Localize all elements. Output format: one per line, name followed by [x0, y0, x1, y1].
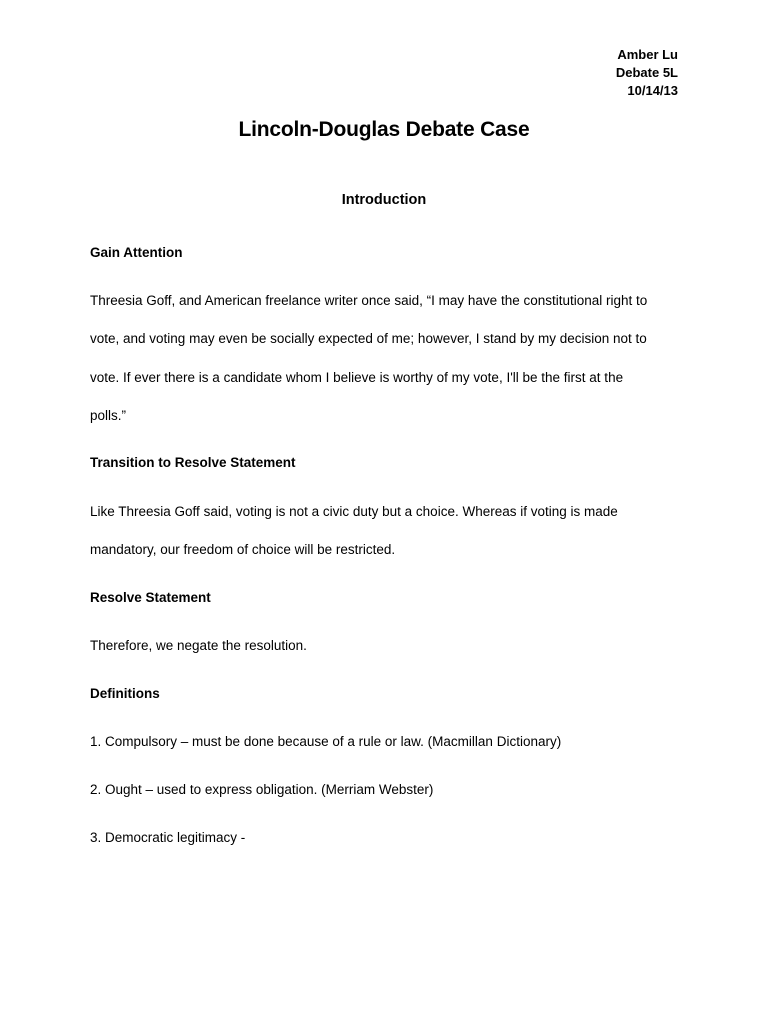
definition-item: 2. Ought – used to express obligation. (Merriam Webster): [90, 782, 434, 797]
definition-item: 3. Democratic legitimacy -: [90, 830, 246, 845]
paragraph-resolve-statement: Therefore, we negate the resolution.: [90, 638, 307, 653]
section-title-introduction: Introduction: [341, 192, 427, 208]
paragraph-gain-attention: [90, 282, 688, 435]
definition-item: 1. Compulsory – must be done because of a rule or law. (Macmillan Dictionary): [90, 734, 562, 749]
paragraph-line: polls.”: [90, 407, 127, 423]
class-name: Debate 5L: [615, 65, 678, 80]
paragraph-line: vote, and voting may even be socially expected of me; however, I stand by my decision not to: [90, 331, 647, 347]
paragraph-line: mandatory, our freedom of choice will be restricted.: [90, 542, 396, 558]
author-header: [616, 46, 678, 100]
heading-transition: Transition to Resolve Statement: [90, 455, 296, 470]
paragraph-line: Threesia Goff, and American freelance writer once said, “I may have the constitutional right to: [90, 293, 648, 308]
author-name: Amber Lu: [617, 47, 678, 62]
document-date: 10/14/13: [627, 83, 678, 98]
paragraph-transition: [90, 493, 688, 570]
heading-resolve-statement: Resolve Statement: [90, 590, 211, 605]
paragraph-line: Like Threesia Goff said, voting is not a civic duty but a choice. Whereas if voting is made: [90, 504, 618, 519]
heading-gain-attention: Gain Attention: [90, 245, 183, 260]
document-title: Lincoln-Douglas Debate Case: [238, 118, 530, 141]
heading-definitions: Definitions: [90, 686, 160, 701]
paragraph-line: vote. If ever there is a candidate whom I believe is worthy of my vote, I'll be the first at the: [90, 369, 624, 385]
